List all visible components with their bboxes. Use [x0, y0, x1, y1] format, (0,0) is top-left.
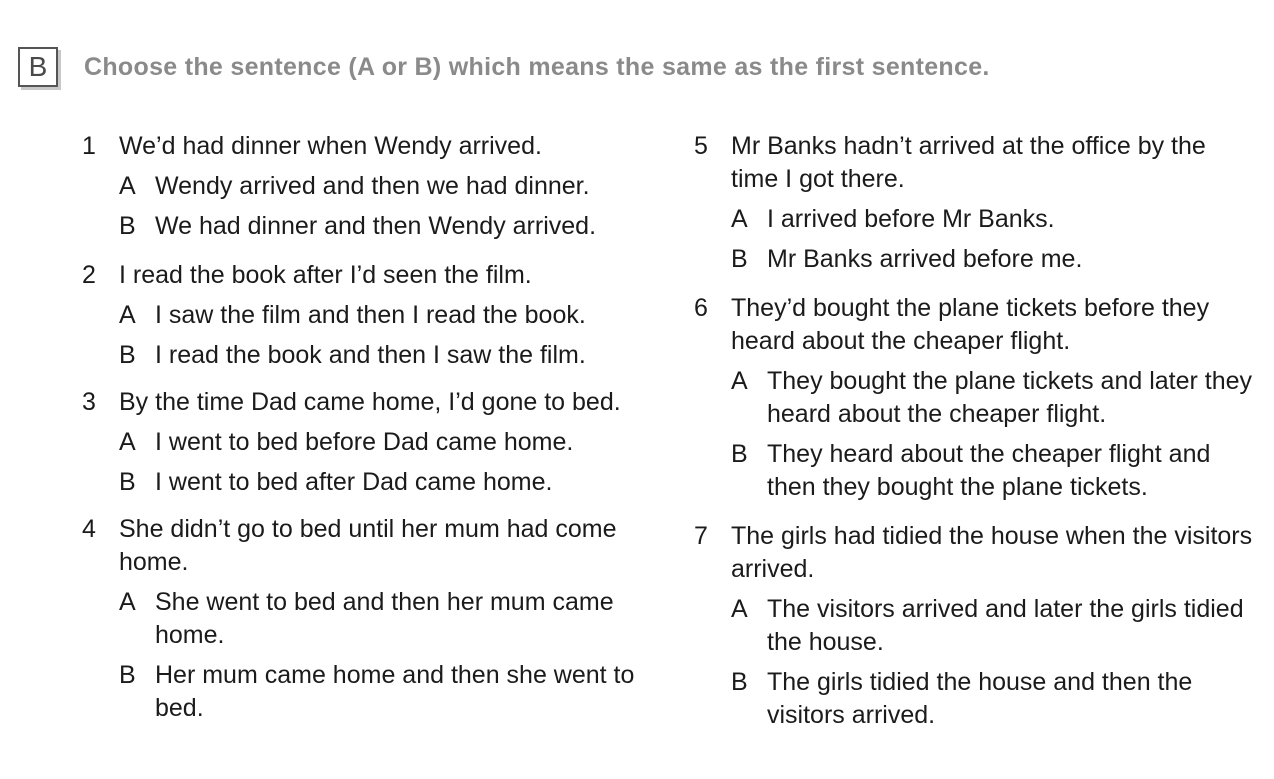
option-text: The girls tidied the house and then the visitors arrived. [767, 668, 1193, 729]
option-letter: B [119, 341, 136, 369]
question-4 [82, 513, 672, 725]
question-number: 7 [694, 522, 708, 550]
question-number: 5 [694, 132, 708, 160]
question-text: By the time Dad came home, I’d gone to bed. [119, 388, 621, 416]
question-stem [82, 513, 672, 579]
question-6 [694, 292, 1254, 504]
question-text: They’d bought the plane tickets before they heard about the cheaper flight. [731, 294, 1210, 355]
option-a[interactable] [731, 203, 1254, 236]
question-1 [82, 130, 672, 243]
question-text: The girls had tidied the house when the visitors arrived. [731, 522, 1253, 583]
option-text: We had dinner and then Wendy arrived. [155, 212, 597, 240]
option-a[interactable] [119, 586, 672, 652]
question-5 [694, 130, 1254, 276]
option-b[interactable] [119, 466, 672, 499]
option-letter: A [119, 588, 136, 616]
option-letter: A [119, 428, 136, 456]
question-stem [82, 259, 672, 292]
left-column [82, 130, 672, 739]
option-letter: B [119, 468, 136, 496]
option-letter: A [119, 172, 136, 200]
question-stem [694, 520, 1254, 586]
option-text: I went to bed after Dad came home. [155, 468, 553, 496]
question-number: 1 [82, 132, 96, 160]
option-letter: A [731, 367, 748, 395]
option-a[interactable] [119, 299, 672, 332]
option-letter: A [731, 595, 748, 623]
option-b[interactable] [119, 659, 672, 725]
question-text: She didn’t go to bed until her mum had come home. [119, 515, 617, 576]
option-a[interactable] [731, 593, 1254, 659]
option-text: I read the book and then I saw the film. [155, 341, 586, 369]
option-b[interactable] [731, 666, 1254, 732]
question-number: 4 [82, 515, 96, 543]
option-text: Wendy arrived and then we had dinner. [155, 172, 590, 200]
option-letter: B [731, 245, 748, 273]
question-3 [82, 386, 672, 499]
option-a[interactable] [119, 170, 672, 203]
option-a[interactable] [119, 426, 672, 459]
option-text: She went to bed and then her mum came home. [155, 588, 614, 649]
option-b[interactable] [119, 339, 672, 372]
option-letter: A [731, 205, 748, 233]
question-number: 6 [694, 294, 708, 322]
option-b[interactable] [119, 210, 672, 243]
option-b[interactable] [731, 438, 1254, 504]
option-text: They bought the plane tickets and later they heard about the cheaper flight. [767, 367, 1253, 428]
option-letter: B [119, 661, 136, 689]
option-b[interactable] [731, 243, 1254, 276]
option-letter: A [119, 301, 136, 329]
option-text: I saw the film and then I read the book. [155, 301, 586, 329]
option-text: I arrived before Mr Banks. [767, 205, 1055, 233]
question-text: We’d had dinner when Wendy arrived. [119, 132, 542, 160]
question-text: Mr Banks hadn’t arrived at the office by the time I got there. [731, 132, 1206, 193]
option-letter: B [731, 668, 748, 696]
question-stem [82, 386, 672, 419]
option-text: Mr Banks arrived before me. [767, 245, 1083, 273]
option-text: The visitors arrived and later the girls tidied the house. [767, 595, 1244, 656]
section-badge: B [18, 47, 58, 87]
option-text: I went to bed before Dad came home. [155, 428, 574, 456]
question-stem [694, 130, 1254, 196]
question-7 [694, 520, 1254, 732]
question-text: I read the book after I’d seen the film. [119, 261, 532, 289]
option-a[interactable] [731, 365, 1254, 431]
question-number: 3 [82, 388, 96, 416]
option-text: Her mum came home and then she went to bed. [155, 661, 635, 722]
instruction-text: Choose the sentence (A or B) which means the same as the first sentence. [84, 52, 990, 81]
option-text: They heard about the cheaper flight and then they bought the plane tickets. [767, 440, 1211, 501]
question-stem [82, 130, 672, 163]
question-2 [82, 259, 672, 372]
option-letter: B [119, 212, 136, 240]
question-stem [694, 292, 1254, 358]
option-letter: B [731, 440, 748, 468]
right-column [694, 130, 1254, 748]
question-number: 2 [82, 261, 96, 289]
exercise-header [18, 45, 990, 89]
